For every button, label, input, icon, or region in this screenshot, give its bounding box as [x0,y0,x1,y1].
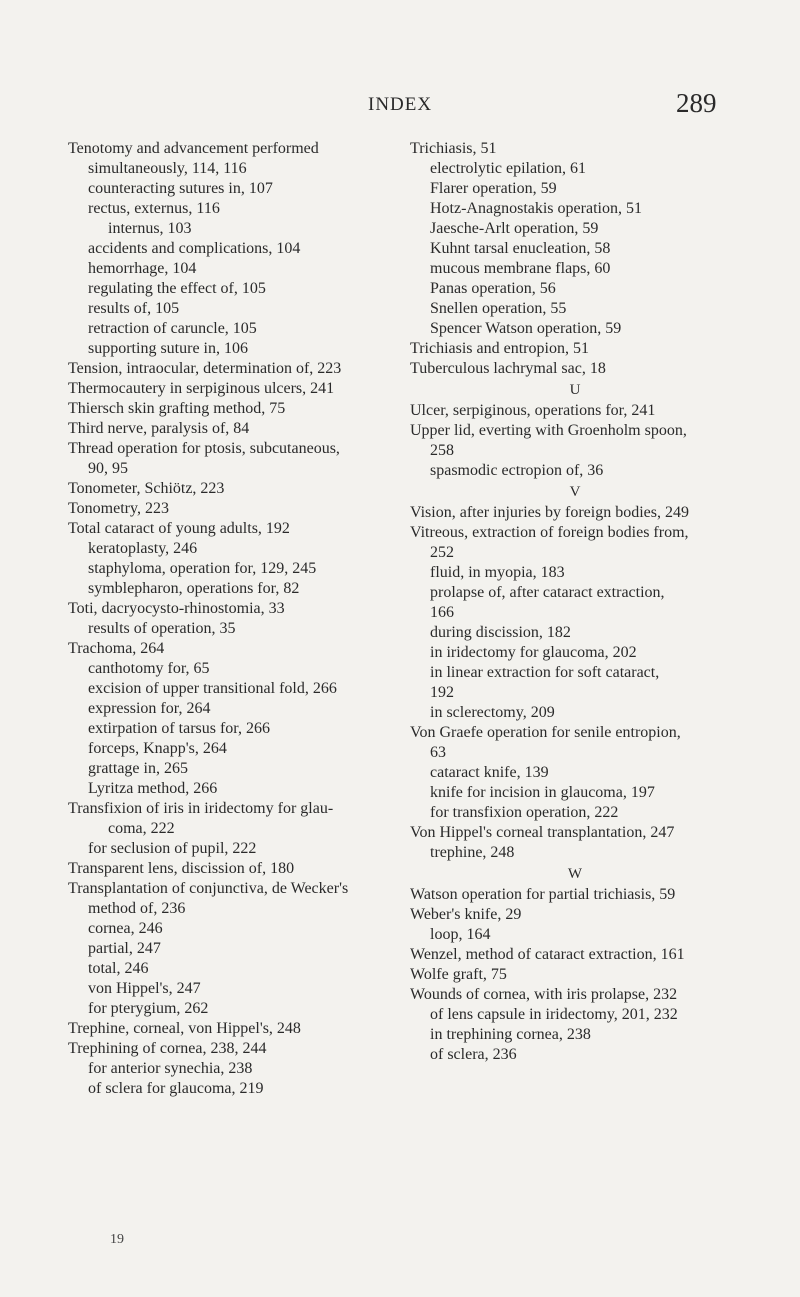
index-subentry: 252 [430,544,454,561]
index-subentry: counteracting sutures in, 107 [88,180,273,197]
index-subentry: partial, 247 [88,940,161,957]
index-subentry: method of, 236 [88,900,186,917]
index-entry: Trichiasis, 51 [410,140,497,157]
index-subentry: coma, 222 [108,820,175,837]
index-subentry: hemorrhage, 104 [88,260,197,277]
index-subentry: cataract knife, 139 [430,764,549,781]
index-entry: Watson operation for partial trichiasis, 59 [410,886,676,903]
page-number: 289 [676,88,717,118]
index-subentry: for anterior synechia, 238 [88,1060,253,1077]
index-subentry: for transfixion operation, 222 [430,804,619,821]
index-subentry: regulating the effect of, 105 [88,280,266,297]
index-subentry: von Hippel's, 247 [88,980,201,997]
index-subentry: forceps, Knapp's, 264 [88,740,227,757]
index-subentry: Panas operation, 56 [430,280,556,297]
index-entry: Ulcer, serpiginous, operations for, 241 [410,402,656,419]
index-entry: Weber's knife, 29 [410,906,522,923]
index-subentry: supporting suture in, 106 [88,340,248,357]
index-entry: Upper lid, everting with Groenholm spoon, [410,422,687,439]
section-letter: U [569,382,581,398]
index-subentry: of sclera, 236 [430,1046,517,1063]
index-subentry: for pterygium, 262 [88,1000,209,1017]
index-column-left [68,139,388,1099]
index-subentry: total, 246 [88,960,149,977]
index-entry: Wolfe graft, 75 [410,966,507,983]
index-entry: Vitreous, extraction of foreign bodies from, [410,524,689,541]
index-subentry: results of operation, 35 [88,620,236,637]
index-subentry: 258 [430,442,454,459]
index-subentry: keratoplasty, 246 [88,540,198,557]
index-subentry: 166 [430,604,454,621]
index-subentry: expression for, 264 [88,700,211,717]
index-entry: Wounds of cornea, with iris prolapse, 232 [410,986,678,1003]
index-title: INDEX [368,94,433,115]
index-subentry: in trephining cornea, 238 [430,1026,591,1043]
index-subentry: knife for incision in glaucoma, 197 [430,784,655,801]
index-entry: Tonometer, Schiötz, 223 [68,480,225,497]
index-entry: Toti, dacryocysto-rhinostomia, 33 [68,600,285,617]
index-entry: Von Hippel's corneal transplantation, 247 [410,824,675,841]
index-subentry: cornea, 246 [88,920,163,937]
index-entry: Wenzel, method of cataract extraction, 161 [410,946,685,963]
index-entry: Trephining of cornea, 238, 244 [68,1040,267,1057]
index-entry: Tenotomy and advancement performed [68,140,319,157]
index-subentry: extirpation of tarsus for, 266 [88,720,270,737]
index-subentry: of lens capsule in iridectomy, 201, 232 [430,1006,678,1023]
index-subentry: Kuhnt tarsal enucleation, 58 [430,240,611,257]
index-subentry: Snellen operation, 55 [430,300,567,317]
index-subentry: results of, 105 [88,300,180,317]
index-subentry: in linear extraction for soft cataract, [430,664,660,681]
index-entry: Third nerve, paralysis of, 84 [68,420,250,437]
index-subentry: internus, 103 [108,220,192,237]
index-subentry: rectus, externus, 116 [88,200,220,217]
index-subentry: trephine, 248 [430,844,515,861]
index-subentry: Spencer Watson operation, 59 [430,320,622,337]
index-entry: Total cataract of young adults, 192 [68,520,290,537]
index-column-right [410,139,740,1065]
index-subentry: in sclerectomy, 209 [430,704,555,721]
index-subentry: accidents and complications, 104 [88,240,301,257]
index-subentry: 90, 95 [88,460,128,477]
index-subentry: Flarer operation, 59 [430,180,557,197]
index-subentry: fluid, in myopia, 183 [430,564,565,581]
index-subentry: staphyloma, operation for, 129, 245 [88,560,317,577]
index-entry: Trachoma, 264 [68,640,165,657]
index-subentry: during discission, 182 [430,624,571,641]
index-entry: Vision, after injuries by foreign bodies, 249 [410,504,689,521]
index-entry: Transparent lens, discission of, 180 [68,860,295,877]
index-entry: Trephine, corneal, von Hippel's, 248 [68,1020,301,1037]
index-subentry: electrolytic epilation, 61 [430,160,586,177]
index-entry: Thiersch skin grafting method, 75 [68,400,286,417]
index-subentry: 192 [430,684,454,701]
index-subentry: retraction of caruncle, 105 [88,320,257,337]
index-subentry: mucous membrane flaps, 60 [430,260,611,277]
index-subentry: spasmodic ectropion of, 36 [430,462,604,479]
index-entry: Thermocautery in serpiginous ulcers, 241 [68,380,335,397]
index-entry: Tension, intraocular, determination of, 223 [68,360,342,377]
index-subentry: Jaesche-Arlt operation, 59 [430,220,599,237]
section-letter: W [567,866,583,882]
index-subentry: loop, 164 [430,926,491,943]
signature-mark: 19 [110,1232,124,1247]
index-entry: Trichiasis and entropion, 51 [410,340,589,357]
index-entry: Transfixion of iris in iridectomy for glau- [68,800,334,817]
index-entry: Transplantation of conjunctiva, de Wecker's [68,880,349,897]
index-subentry: symblepharon, operations for, 82 [88,580,300,597]
index-subentry: simultaneously, 114, 116 [88,160,247,177]
index-subentry: of sclera for glaucoma, 219 [88,1080,264,1097]
index-subentry: excision of upper transitional fold, 266 [88,680,337,697]
page-header [0,88,800,126]
index-entry: Tonometry, 223 [68,500,169,517]
index-entry: Thread operation for ptosis, subcutaneous, [68,440,340,457]
index-subentry: Hotz-Anagnostakis operation, 51 [430,200,642,217]
index-entry: Von Graefe operation for senile entropion, [410,724,681,741]
index-entry: Tuberculous lachrymal sac, 18 [410,360,606,377]
index-subentry: 63 [430,744,446,761]
section-letter: V [569,484,581,500]
index-subentry: grattage in, 265 [88,760,188,777]
index-subentry: prolapse of, after cataract extraction, [430,584,665,601]
index-subentry: in iridectomy for glaucoma, 202 [430,644,637,661]
index-subentry: canthotomy for, 65 [88,660,210,677]
index-subentry: Lyritza method, 266 [88,780,218,797]
index-subentry: for seclusion of pupil, 222 [88,840,257,857]
